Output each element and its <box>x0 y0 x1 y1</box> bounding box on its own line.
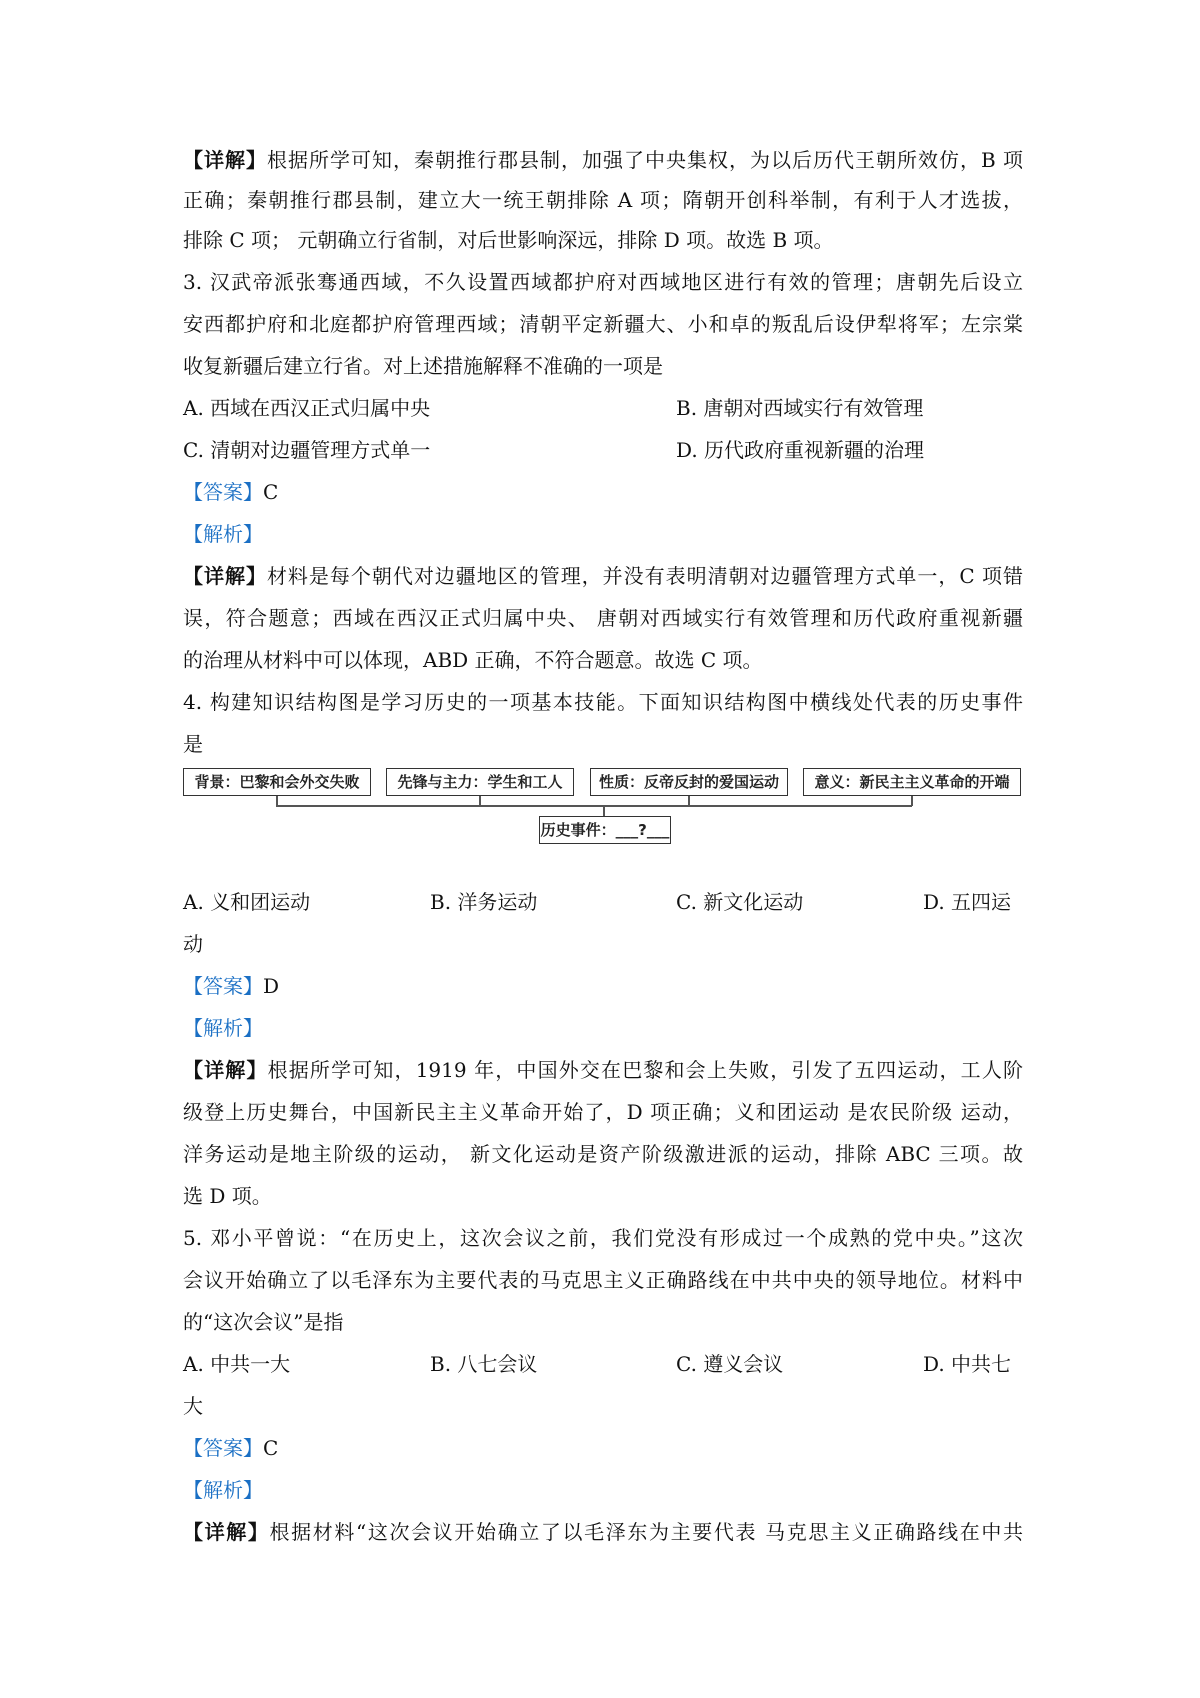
text-line: 【详解】根据所学可知，1919 年，中国外交在巴黎和会上失败，引发了五四运动，工人阶 <box>183 1058 1023 1082</box>
analysis-tag: 【解析】 <box>183 1016 263 1040</box>
q4-analysis <box>183 1014 1023 1042</box>
text-line: 动 <box>183 932 203 956</box>
text-line: 安西都护府和北庭都护府管理西域；清朝平定新疆大、小和卓的叛乱后设伊犁将军；左宗棠 <box>183 312 1023 336</box>
text-line: 选 D 项。 <box>183 1184 272 1208</box>
detail-tag: 【详解】 <box>183 148 267 172</box>
question-3-stem: 3. 汉武帝派张骞通西域，不久设置西域都护府对西域地区进行有效的管理；唐朝先后设立 <box>183 270 1023 294</box>
question-5-stem: 5. 邓小平曾说：“在历史上，这次会议之前，我们党没有形成过一个成熟的党中央。”这次 <box>183 1226 1023 1250</box>
q3-answer <box>183 478 1023 506</box>
diagram-box-significance: 意义：新民主主义革命的开端 <box>803 768 1021 796</box>
text-line: 【详解】根据所学可知，秦朝推行郡县制，加强了中央集权，为以后历代王朝所效仿，B 项 <box>183 148 1023 172</box>
text-line: 级登上历史舞台，中国新民主主义革命开始了，D 项正确；义和团运动 是农民阶级 运动， <box>183 1100 1023 1124</box>
text-line: 洋务运动是地主阶级的运动， 新文化运动是资产阶级激进派的运动，排除 ABC 三项。故 <box>183 1142 1023 1166</box>
answer-tag: 【答案】 <box>183 480 263 504</box>
knowledge-structure-diagram <box>183 768 1023 846</box>
diagram-box-background: 背景：巴黎和会外交失败 <box>183 768 371 796</box>
diagram-box-historical-event: 历史事件：___?___ <box>539 816 671 844</box>
q5-option-c: C. 遵义会议 <box>676 1352 784 1376</box>
q3-option-c: C. 清朝对边疆管理方式单一 <box>183 438 431 462</box>
diagram-box-nature: 性质：反帝反封的爱国运动 <box>590 768 788 796</box>
q4-answer-value: D <box>263 974 280 998</box>
question-4-stem: 4. 构建知识结构图是学习历史的一项基本技能。下面知识结构图中横线处代表的历史事件 <box>183 690 1023 714</box>
text-line: 的治理从材料中可以体现，ABD 正确，不符合题意。故选 C 项。 <box>183 648 763 672</box>
text-line: 收复新疆后建立行省。对上述措施解释不准确的一项是 <box>183 354 663 378</box>
diagram-box-vanguard: 先锋与主力：学生和工人 <box>386 768 574 796</box>
text-line: 误，符合题意；西域在西汉正式归属中央、 唐朝对西域实行有效管理和历代政府重视新疆 <box>183 606 1023 630</box>
q3-option-d: D. 历代政府重视新疆的治理 <box>676 438 925 462</box>
q3-option-a: A. 西域在西汉正式归属中央 <box>183 396 431 420</box>
q4-option-d: D. 五四运 <box>923 890 1012 914</box>
q5-answer-value: C <box>263 1436 279 1460</box>
text-line: 大 <box>183 1394 203 1418</box>
answer-tag: 【答案】 <box>183 974 263 998</box>
analysis-tag: 【解析】 <box>183 522 263 546</box>
analysis-tag: 【解析】 <box>183 1478 263 1502</box>
text-line: 的“这次会议”是指 <box>183 1310 344 1334</box>
q4-option-a: A. 义和团运动 <box>183 890 311 914</box>
q4-option-b: B. 洋务运动 <box>430 890 538 914</box>
q3-option-b: B. 唐朝对西域实行有效管理 <box>676 396 924 420</box>
text-line: 【详解】材料是每个朝代对边疆地区的管理，并没有表明清朝对边疆管理方式单一，C 项错 <box>183 564 1023 588</box>
q3-answer-value: C <box>263 480 279 504</box>
answer-tag: 【答案】 <box>183 1436 263 1460</box>
detail-tag: 【详解】 <box>183 1058 268 1082</box>
detail-tag: 【详解】 <box>183 1520 270 1544</box>
q5-option-b: B. 八七会议 <box>430 1352 538 1376</box>
q5-option-a: A. 中共一大 <box>183 1352 291 1376</box>
q4-answer <box>183 972 1023 1000</box>
text-line: 【详解】根据材料“这次会议开始确立了以毛泽东为主要代表 马克思主义正确路线在中共 <box>183 1520 1023 1544</box>
connector-line <box>276 805 912 807</box>
q4-option-c: C. 新文化运动 <box>676 890 804 914</box>
text-line: 正确；秦朝推行郡县制，建立大一统王朝排除 A 项；隋朝开创科举制，有利于人才选拔， <box>183 188 1023 212</box>
detail-tag: 【详解】 <box>183 564 267 588</box>
q5-analysis <box>183 1476 1023 1504</box>
q5-option-d: D. 中共七 <box>923 1352 1012 1376</box>
text-line: 排除 C 项； 元朝确立行省制，对后世影响深远，排除 D 项。故选 B 项。 <box>183 228 834 252</box>
text-line: 是 <box>183 732 203 756</box>
q5-answer <box>183 1434 1023 1462</box>
q3-analysis <box>183 520 1023 548</box>
text-line: 会议开始确立了以毛泽东为主要代表的马克思主义正确路线在中共中央的领导地位。材料中 <box>183 1268 1023 1292</box>
